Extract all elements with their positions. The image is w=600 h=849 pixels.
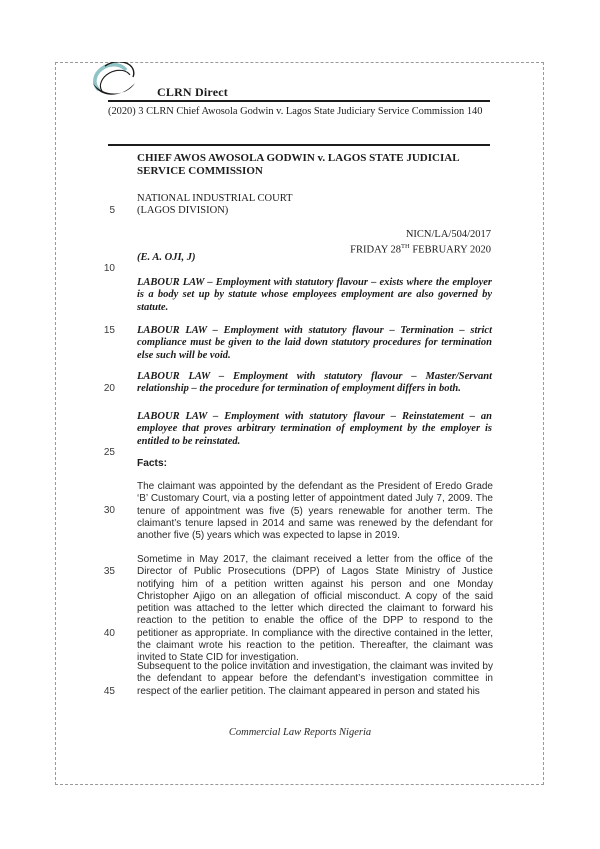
line-number-25: 25	[103, 447, 115, 458]
title-rule	[108, 144, 490, 146]
facts-paragraph-3: Subsequent to the police invitation and investigation, the claimant was invited by the defendant to appear before the defendant’s investigation committee in respect of the earlier petition. The claimant appeared in person and stated his	[137, 661, 493, 697]
header-rule	[108, 100, 490, 102]
line-number-45: 45	[103, 686, 115, 697]
line-number-5: 5	[109, 205, 115, 216]
facts-heading: Facts:	[137, 458, 168, 469]
line-number-30: 30	[103, 505, 115, 516]
court-line-1: NATIONAL INDUSTRIAL COURT	[137, 193, 293, 204]
headnote-1: LABOUR LAW – Employment with statutory flavour – exists where the employer is a body set up by statute whose employees employment are also governed by statute.	[137, 277, 492, 313]
date-day: FRIDAY 28	[350, 244, 402, 256]
line-number-20: 20	[103, 383, 115, 394]
headnote-2: LABOUR LAW – Employment with statutory flavour – Termination – strict compliance must be given to the laid down statutory procedures for termination else such will be void.	[137, 325, 492, 361]
court-name	[137, 193, 493, 218]
line-number-35: 35	[103, 566, 115, 577]
running-head-citation: (2020) 3 CLRN Chief Awosola Godwin v. Lagos State Judiciary Service Commission 140	[108, 106, 483, 117]
date-month-year: FEBRUARY 2020	[409, 244, 491, 256]
facts-paragraph-1: The claimant was appointed by the defendant as the President of Eredo Grade ‘B’ Customary Court, via a posting letter of appointment dated July 7, 2009. The tenure of appointment was five (5) years renewable for another term. The claimant’s tenure lapsed in 2014 and same was renewed by the defendant for another five (5) years which was expected to lapse in 2019.	[137, 481, 493, 541]
brand-title: CLRN Direct	[157, 85, 228, 99]
clrn-logo-icon	[90, 62, 138, 102]
date-ordinal: TH	[401, 243, 410, 251]
logo-teal-orbit	[95, 65, 125, 89]
judge-name: (E. A. OJI, J)	[137, 252, 196, 263]
headnote-4: LABOUR LAW – Employment with statutory flavour – Reinstatement – an employee that proves arbitrary termination of employment by the employer is entitled to be reinstated.	[137, 411, 492, 447]
line-number-40: 40	[103, 628, 115, 639]
court-line-2: (LAGOS DIVISION)	[137, 205, 229, 217]
case-title: CHIEF AWOS AWOSOLA GODWIN v. LAGOS STATE JUDICIAL SERVICE COMMISSION	[137, 152, 459, 177]
headnote-3: LABOUR LAW – Employment with statutory flavour – Master/Servant relationship – the procedure for termination of employment differs in both.	[137, 371, 492, 395]
suit-number: NICN/LA/504/2017	[405, 229, 491, 240]
facts-paragraph-2: Sometime in May 2017, the claimant received a letter from the office of the Director of Public Prosecutions (DPP) of Lagos State Ministry of Justice notifying him of a petition written against his person and one Monday Christopher Ajigo on an allegation of official misconduct. A copy of the said petition was attached to the letter which directed the claimant to forward his reaction to the petition to enable the office of the DPP to respond to the petitioner as appropriate. In compliance with the directive contained in the letter, the claimant wrote his reaction to the petition. Thereafter, the claimant was invited to State CID for investigation.	[137, 554, 493, 663]
logo-inner-orbit	[100, 70, 130, 91]
line-number-15: 15	[103, 325, 115, 336]
line-number-10: 10	[103, 263, 115, 274]
publisher-footer: Commercial Law Reports Nigeria	[228, 727, 372, 738]
